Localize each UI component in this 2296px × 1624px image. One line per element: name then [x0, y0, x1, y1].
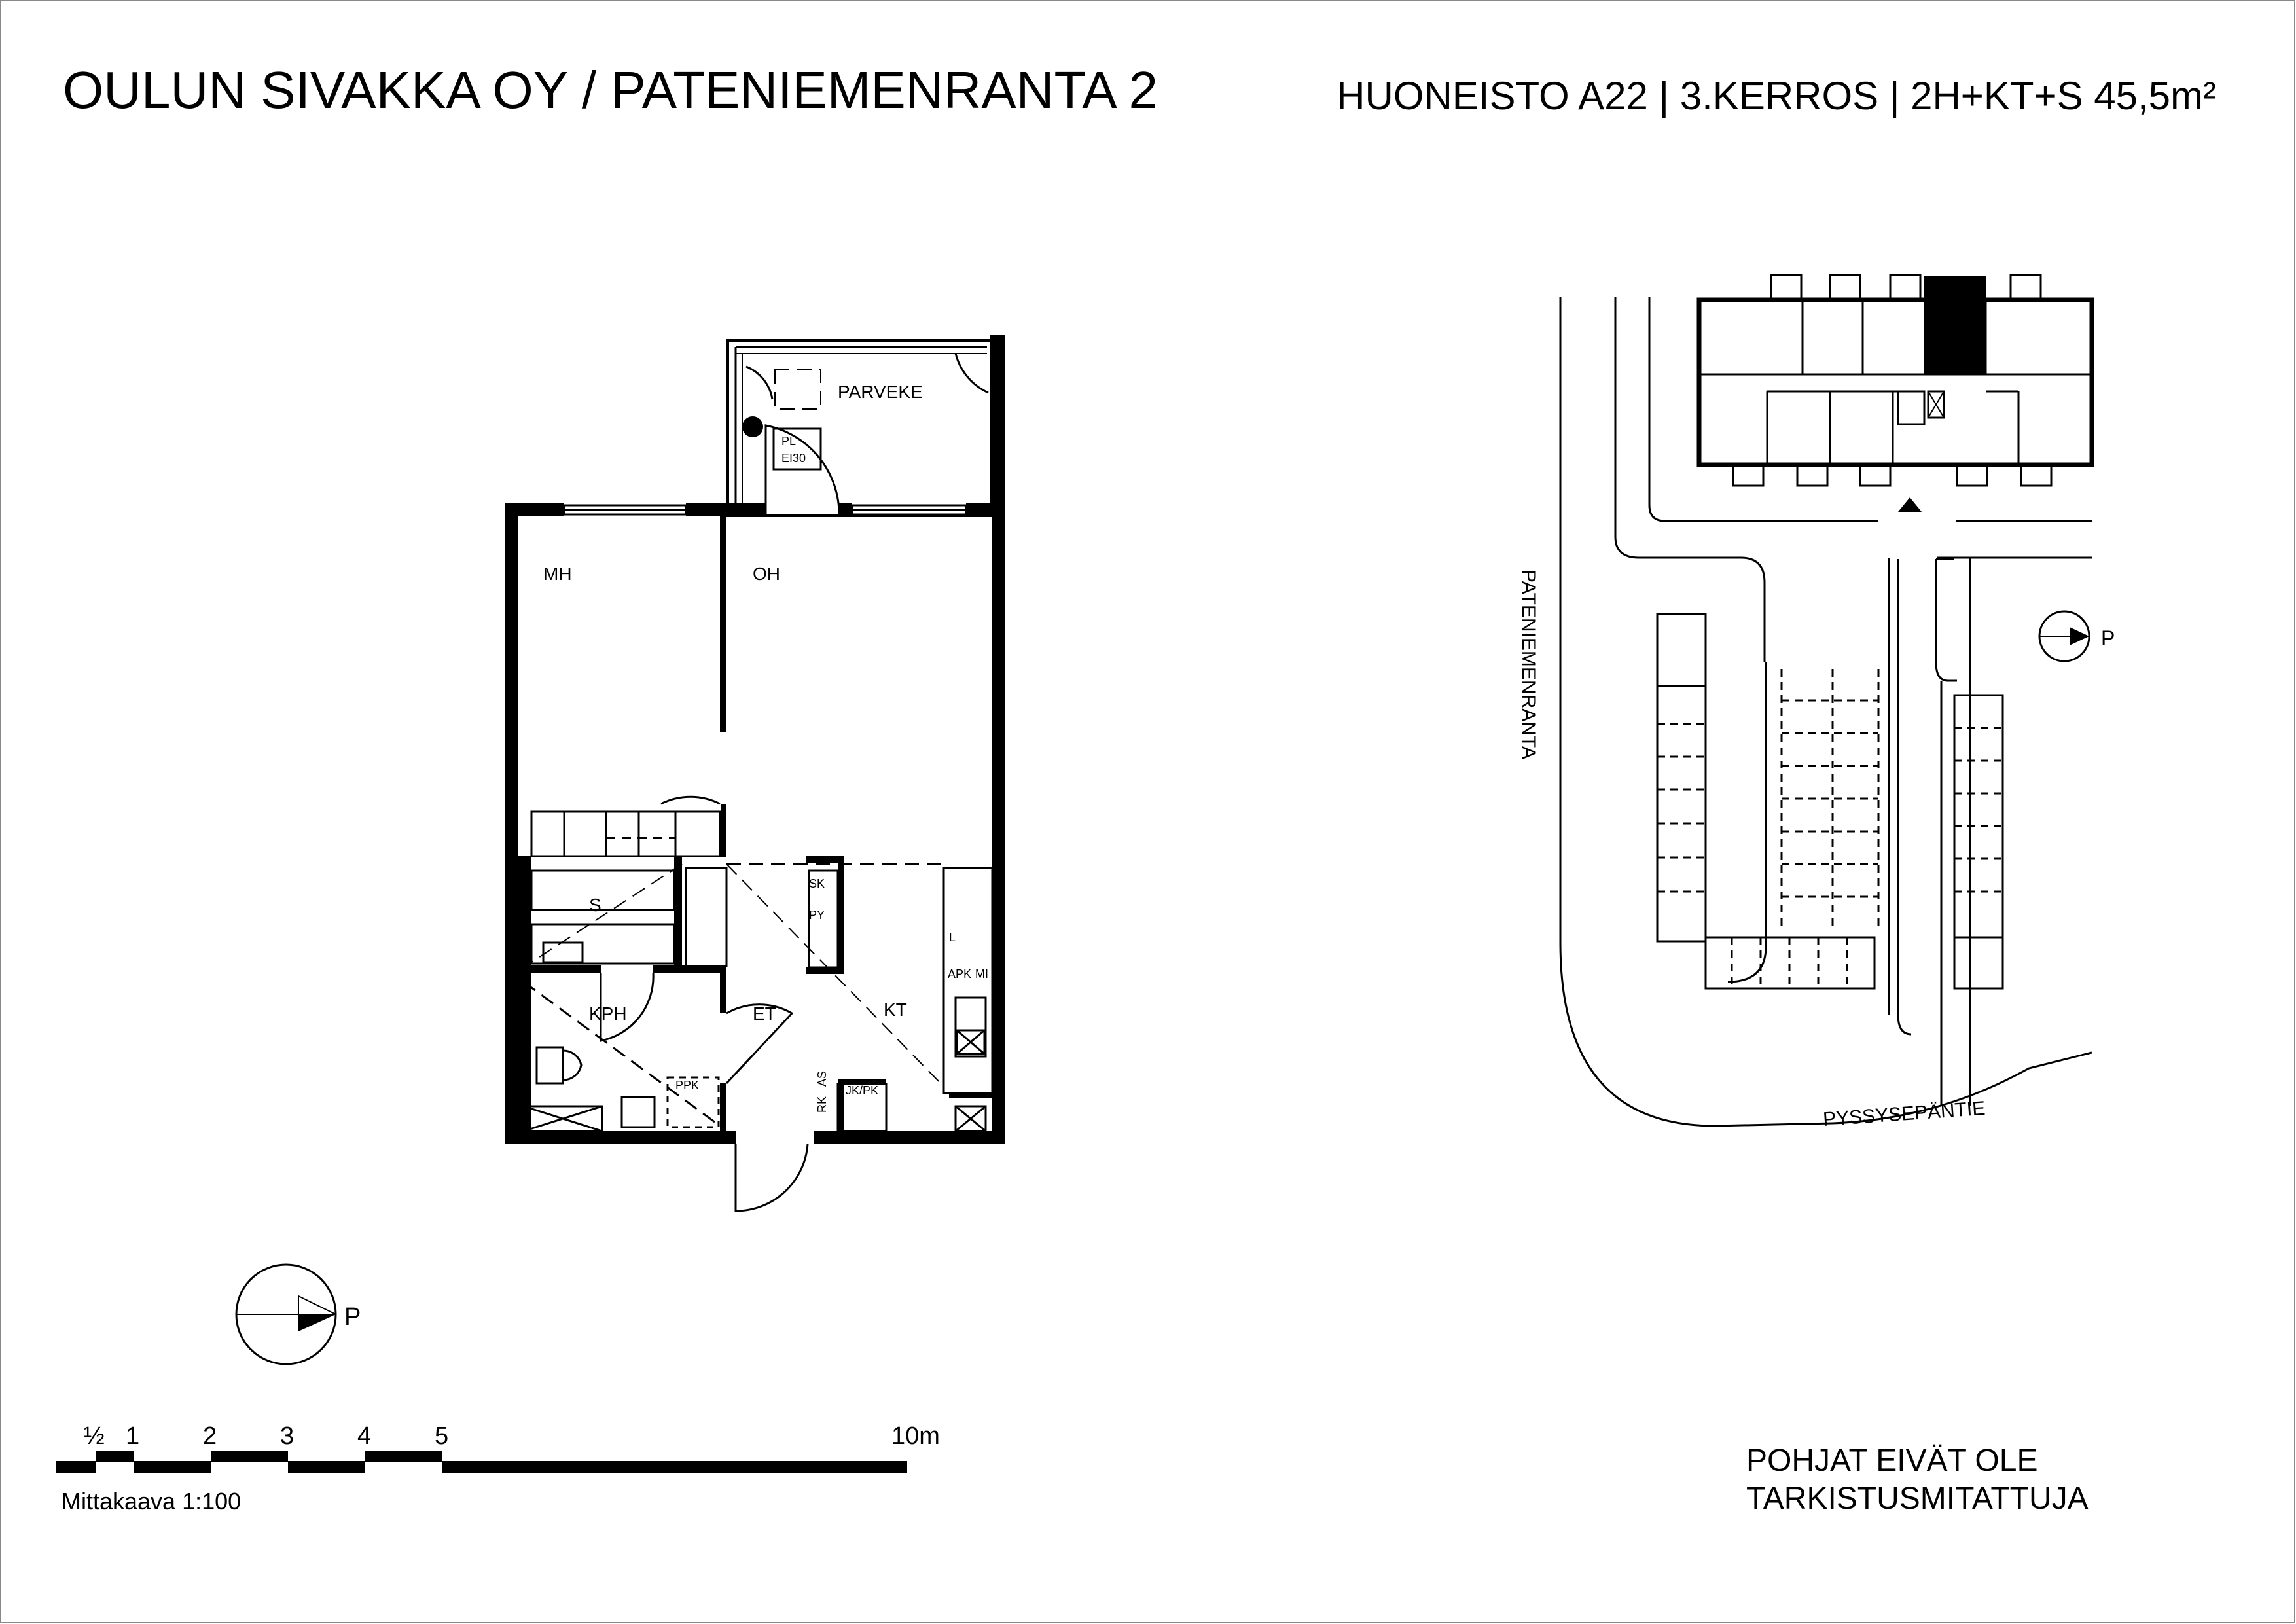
fixture-label-rk: RK — [816, 1096, 829, 1113]
compass-icon — [236, 1265, 336, 1364]
project-title: OULUN SIVAKKA OY / PATENIEMENRANTA 2 — [63, 61, 1158, 119]
sauna-bench — [531, 871, 674, 964]
room-label-kitchen: KT — [884, 1000, 907, 1020]
site-compass-north-label: P — [2101, 626, 2115, 650]
scale-tick-4: 4 — [357, 1422, 372, 1450]
compass-north-label: P — [344, 1303, 361, 1331]
fixture-label-ppk: PPK — [675, 1079, 700, 1092]
apartment-highlight — [1924, 276, 1986, 374]
scale-tick-10m: 10m — [891, 1422, 940, 1450]
fixture-label-py: PY — [809, 909, 825, 922]
room-label-bedroom: MH — [543, 564, 572, 584]
fixture-label-jkpk: JK/PK — [846, 1084, 879, 1097]
floor-drain — [742, 416, 763, 437]
site-compass-icon — [2039, 611, 2089, 661]
fixture-label-as: AS — [816, 1070, 829, 1087]
scale-tick-half: ½ — [84, 1422, 105, 1450]
street-label-pateniemenranta: PATENIEMENRANTA — [1518, 569, 1539, 760]
site-plan-building — [1699, 275, 2092, 486]
fixture-label-ei30: EI30 — [781, 452, 806, 465]
plan-dashed-lines — [531, 370, 944, 1087]
fixture-label-apk: APK — [948, 967, 972, 981]
room-label-entry: ET — [753, 1003, 776, 1024]
fixture-label-l: L — [949, 931, 956, 944]
site-plan-parking — [1657, 614, 2003, 988]
room-label-sauna: S — [589, 895, 601, 915]
room-label-living: OH — [753, 564, 780, 584]
site-plan-roads — [1560, 297, 2092, 1126]
room-label-bathroom: KPH — [589, 1003, 627, 1024]
fixture-label-mi: MI — [975, 967, 988, 981]
scale-tick-2: 2 — [203, 1422, 217, 1450]
disclaimer-note — [1746, 1442, 2089, 1518]
balcony-frame — [728, 340, 992, 516]
apartment-info: HUONEISTO A22 | 3.KERROS | 2H+KT+S 45,5m² — [1336, 74, 2216, 118]
disclaimer-line-2: TARKISTUSMITATTUJA — [1746, 1481, 2089, 1516]
room-label-balcony: PARVEKE — [838, 382, 923, 402]
street-label-pyssysepantie: PYSSYSEPÄNTIE — [1822, 1097, 1986, 1130]
scale-tick-1: 1 — [126, 1422, 140, 1450]
scale-caption: Mittakaava 1:100 — [62, 1488, 242, 1515]
scale-bar — [56, 1451, 907, 1473]
disclaimer-line-1: POHJAT EIVÄT OLE — [1746, 1443, 2038, 1478]
entrance-triangle-icon — [1898, 497, 1922, 512]
fixture-label-pl: PL — [781, 435, 797, 448]
fixture-label-sk: SK — [809, 877, 825, 890]
scale-tick-3: 3 — [280, 1422, 295, 1450]
scale-tick-5: 5 — [435, 1422, 449, 1450]
